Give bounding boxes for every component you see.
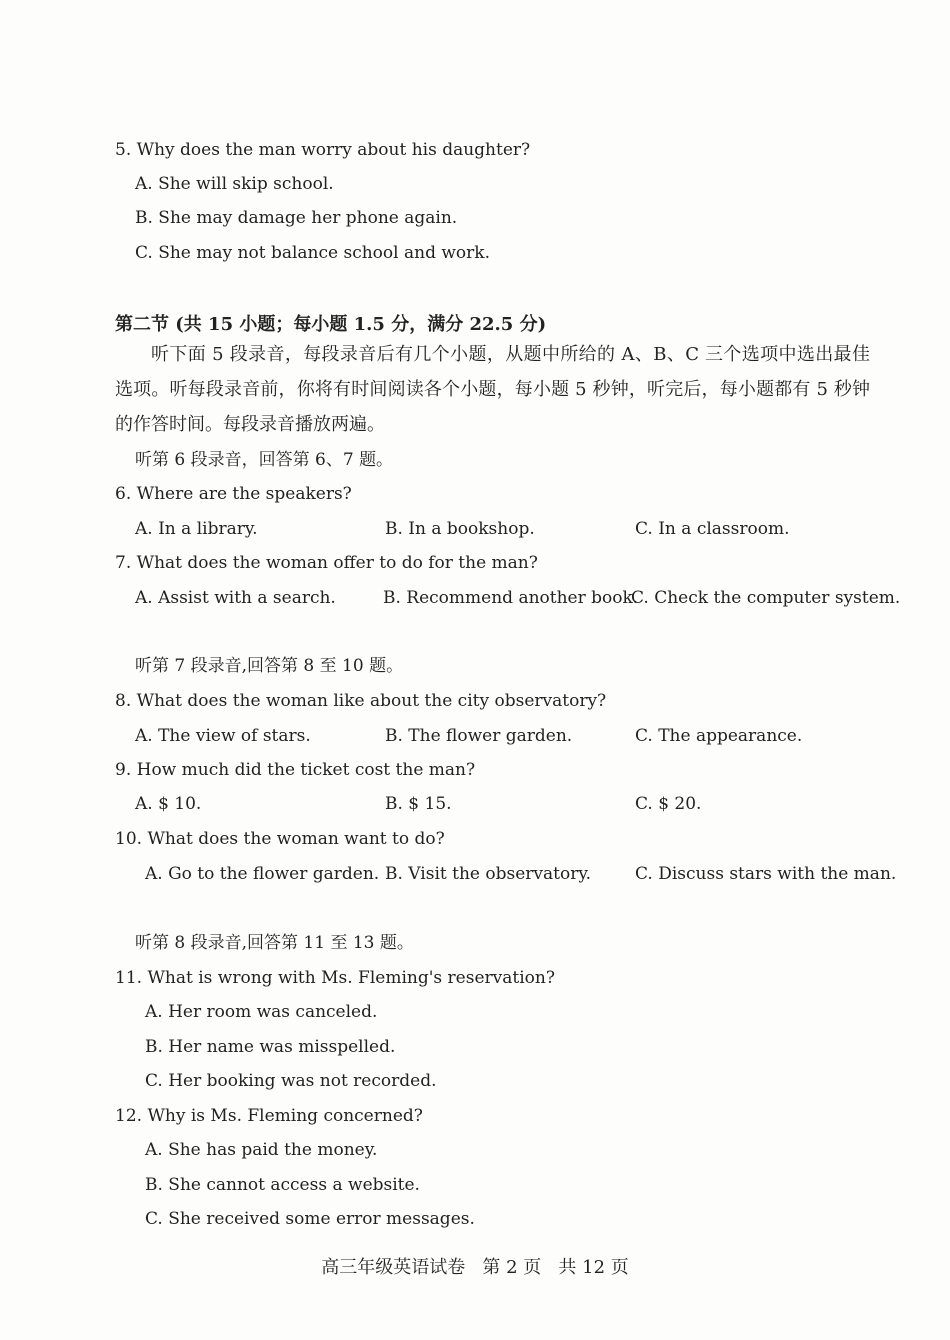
question-8: 8. What does the woman like about the city observatory? (115, 691, 607, 711)
q7-option-c: C. Check the computer system. (631, 588, 901, 608)
q11-option-b: B. Her name was misspelled. (145, 1037, 396, 1057)
q8-option-a: A. The view of stars. (135, 726, 311, 746)
q10-option-b: B. Visit the observatory. (385, 864, 592, 884)
question-5: 5. Why does the man worry about his daughter? (115, 140, 531, 160)
question-7: 7. What does the woman offer to do for the man? (115, 553, 538, 573)
question-11: 11. What is wrong with Ms. Fleming's reservation? (115, 968, 555, 988)
q7-option-a: A. Assist with a search. (135, 588, 336, 608)
section-heading: 第二节 (共 15 小题；每小题 1.5 分，满分 22.5 分) (115, 314, 547, 335)
q8-option-c: C. The appearance. (635, 726, 803, 746)
page-footer: 高三年级英语试卷 第 2 页 共 12 页 (321, 1257, 629, 1278)
q11-option-a: A. Her room was canceled. (145, 1002, 378, 1022)
q10-option-a: A. Go to the flower garden. (145, 864, 380, 884)
q12-option-c: C. She received some error messages. (145, 1209, 475, 1229)
q5-option-b: B. She may damage her phone again. (135, 208, 458, 228)
q8-option-b: B. The flower garden. (385, 726, 573, 746)
q6-option-b: B. In a bookshop. (385, 519, 535, 539)
q12-option-a: A. She has paid the money. (145, 1140, 378, 1160)
section-instructions: 听下面 5 段录音，每段录音后有几个小题，从题中所给的 A、B、C 三个选项中选出最佳选项。听每段录音前，你将有时间阅读各个小题，每小题 5 秒钟，听完后，每小题都有 5 秒钟的作答时间。每段录音播放两遍。 (115, 344, 870, 435)
group-8-label: 听第 8 段录音,回答第 11 至 13 题。 (135, 933, 414, 953)
q5-option-a: A. She will skip school. (135, 174, 334, 194)
q9-option-a: A. $ 10. (135, 794, 202, 814)
q9-option-c: C. $ 20. (635, 794, 702, 814)
question-10: 10. What does the woman want to do? (115, 829, 445, 849)
group-7-label: 听第 7 段录音,回答第 8 至 10 题。 (135, 656, 404, 676)
q10-option-c: C. Discuss stars with the man. (635, 864, 897, 884)
question-6: 6. Where are the speakers? (115, 484, 352, 504)
q9-option-b: B. $ 15. (385, 794, 452, 814)
group-6-label: 听第 6 段录音，回答第 6、7 题。 (135, 450, 394, 470)
q7-option-b: B. Recommend another book. (383, 588, 639, 608)
question-9: 9. How much did the ticket cost the man? (115, 760, 476, 780)
q11-option-c: C. Her booking was not recorded. (145, 1071, 437, 1091)
q6-option-c: C. In a classroom. (635, 519, 790, 539)
q5-option-c: C. She may not balance school and work. (135, 243, 490, 263)
question-12: 12. Why is Ms. Fleming concerned? (115, 1106, 423, 1126)
q6-option-a: A. In a library. (135, 519, 258, 539)
q12-option-b: B. She cannot access a website. (145, 1175, 420, 1195)
